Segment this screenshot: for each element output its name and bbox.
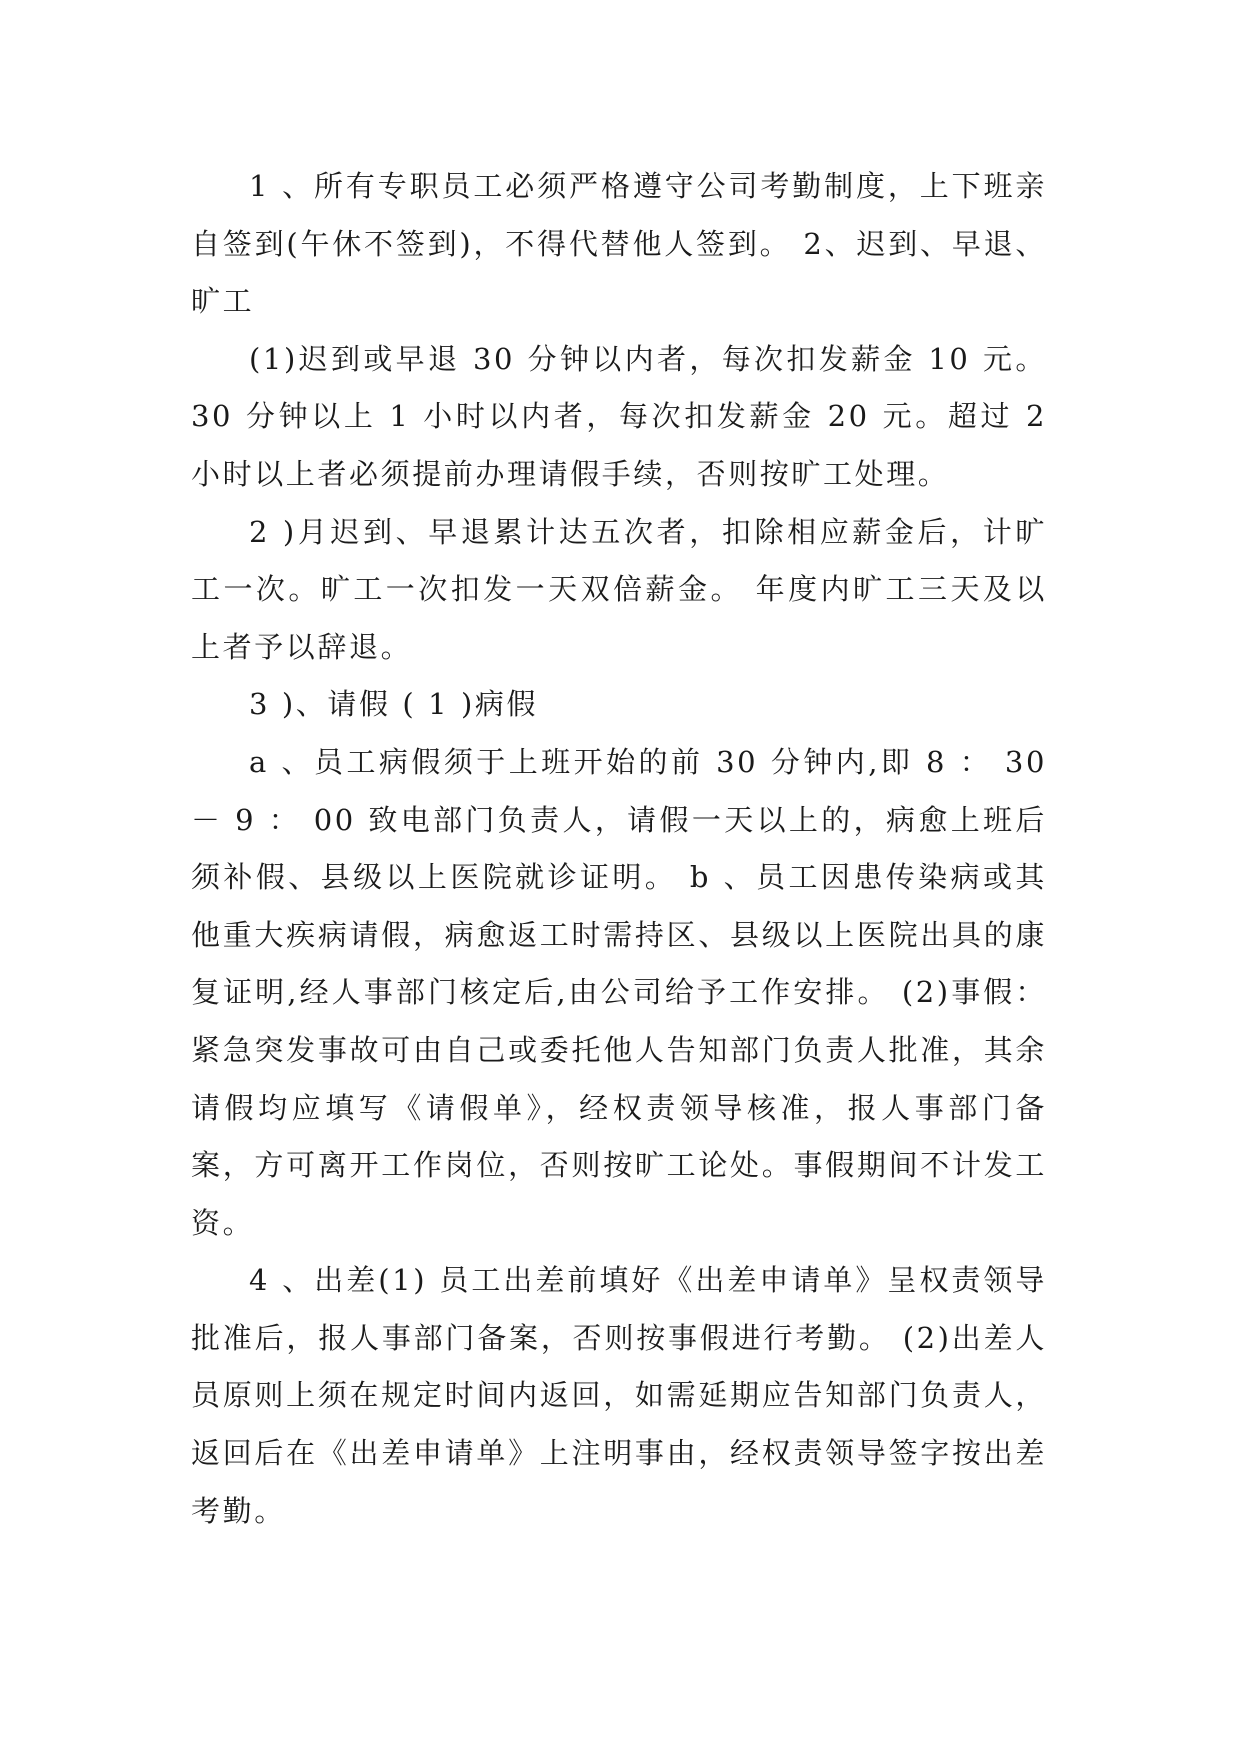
paragraph-sick-and-personal-leave: a 、员工病假须于上班开始的前 30 分钟内,即 8 ： 30 － 9 ： 00 致电部门负责人，请假一天以上的，病愈上班后须补假、县级以上医院就诊证明。 b 、员工因患传染病或其他重大疾病请假，病愈返工时需持区、县级以上医院出具的康复证明,经人事部门核定后,由公司给予工作安排。 (2)事假：紧急突发事故可由自己或委托他人告知部门负责人批准，其余请假均应填写《请假单》，经权责领导核准，报人事部门备案，方可离开工作岗位，否则按旷工论处。事假期间不计发工资。 bbox=[191, 744, 1047, 1240]
paragraph-late-early-deduction: (1)迟到或早退 30 分钟以内者，每次扣发薪金 10 元。30 分钟以上 1 小时以内者，每次扣发薪金 20 元。超过 2 小时以上者必须提前办理请假手续，否则按旷工处理。 bbox=[191, 341, 1047, 491]
document-body bbox=[191, 158, 1047, 1540]
paragraph-business-trip: 4 、出差(1) 员工出差前填好《出差申请单》呈权责领导批准后，报人事部门备案，否则按事假进行考勤。 (2)出差人员原则上须在规定时间内返回，如需延期应告知部门负责人，返回后在《出差申请单》上注明事由，经权责领导签字按出差考勤。 bbox=[191, 1263, 1047, 1528]
paragraph-leave-heading: 3 )、请假 ( 1 )病假 bbox=[249, 687, 539, 722]
paragraph-monthly-absence: 2 )月迟到、早退累计达五次者，扣除相应薪金后，计旷工一次。旷工一次扣发一天双倍薪金。 年度内旷工三天及以上者予以辞退。 bbox=[191, 514, 1047, 664]
paragraph-attendance-rules: 1 、所有专职员工必须严格遵守公司考勤制度，上下班亲自签到(午休不签到)，不得代替他人签到。 2、迟到、早退、旷工 bbox=[191, 169, 1047, 319]
